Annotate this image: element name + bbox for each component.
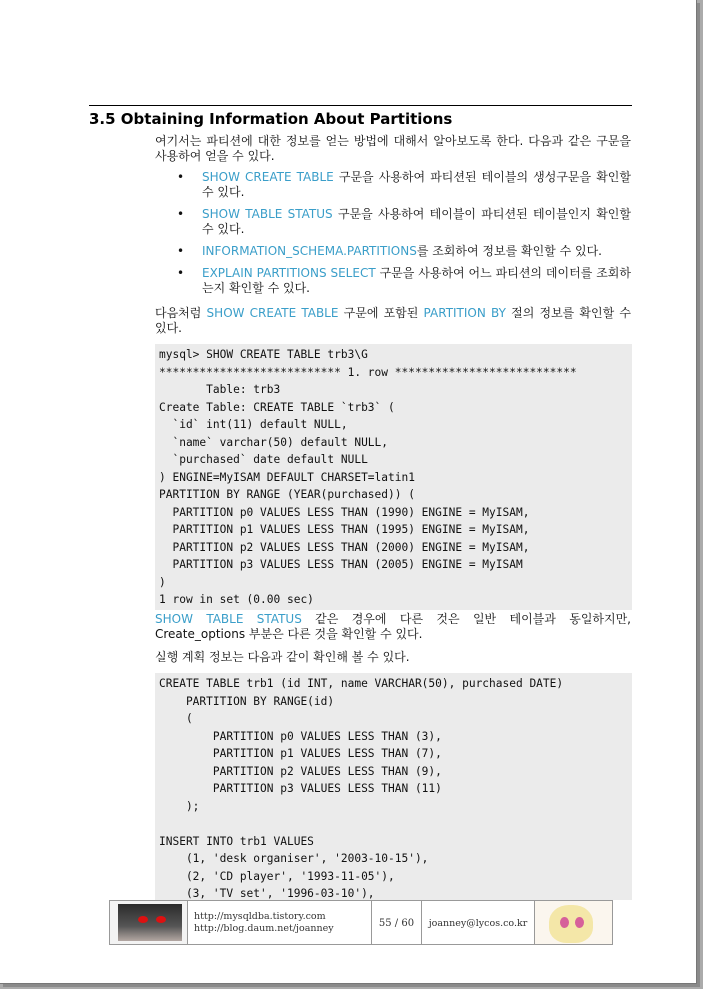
code-line: PARTITION p3 VALUES LESS THAN (2005) ENGINE = MyISAM (159, 558, 523, 571)
code-line: `name` varchar(50) default NULL, (159, 435, 389, 449)
text-run: 절의 정보를 확인할 수 있다. (155, 306, 631, 335)
code-block-show-create (155, 344, 632, 610)
bullet-icon: • (177, 244, 185, 258)
explain-paragraph: 실행 계획 정보는 다음과 같이 확인해 볼 수 있다. (155, 650, 410, 664)
code-block-create-trb1 (155, 673, 632, 900)
partition-info-paragraph (155, 306, 631, 336)
bullet-icon: • (177, 207, 185, 221)
code-line: PARTITION BY RANGE (YEAR(purchased)) ( (159, 488, 415, 501)
list-item-text: 구문을 사용하여 테이블이 파티션된 테이블인지 확인할 수 있다. (202, 207, 631, 236)
code-line: PARTITION BY RANGE(id) (159, 694, 335, 708)
code-line: PARTITION p2 VALUES LESS THAN (9), (159, 764, 442, 778)
list-item (155, 266, 631, 296)
code-line: PARTITION p1 VALUES LESS THAN (1995) ENGINE = MyISAM, (159, 523, 530, 536)
code-line: PARTITION p0 VALUES LESS THAN (1990) ENGINE = MyISAM, (159, 505, 530, 519)
footer-urls (188, 901, 372, 944)
code-line: `id` int(11) default NULL, (159, 418, 348, 431)
list-item-text: 를 조회하여 정보를 확인할 수 있다. (416, 244, 602, 258)
code-line: Table: trb3 (159, 383, 281, 396)
code-line: (3, 'TV set', '1996-03-10'), (159, 887, 375, 900)
code-line: ) (159, 575, 166, 589)
heading-rule (89, 105, 632, 106)
keyword: INFORMATION_SCHEMA.PARTITIONS (202, 244, 417, 258)
bullet-icon: • (177, 170, 185, 184)
keyword: SHOW TABLE STATUS (155, 612, 302, 626)
code-line: `purchased` date default NULL (159, 453, 368, 466)
intro-paragraph: 여기서는 파티션에 대한 정보를 얻는 방법에 대해서 알아보도록 한다. 다음과 같은 구문을 사용하여 얻을 수 있다. (155, 134, 631, 163)
code-line (159, 815, 632, 833)
keyword: SHOW TABLE STATUS (202, 207, 333, 221)
page-number: 55 / 60 (372, 901, 422, 944)
text-run: 다음처럼 (155, 306, 207, 320)
text-run: 구문에 포함된 (338, 306, 424, 320)
author-avatar (110, 901, 188, 944)
list-item (155, 244, 631, 259)
code-line: mysql> SHOW CREATE TABLE trb3\G (159, 348, 368, 361)
section-heading: 3.5 Obtaining Information About Partitions (89, 110, 453, 128)
footer-email[interactable]: joanney@lycos.co.kr (422, 901, 535, 944)
mascot-avatar (535, 901, 612, 944)
list-item (155, 170, 631, 200)
table-status-paragraph (155, 612, 631, 642)
code-line: PARTITION p0 VALUES LESS THAN (3), (159, 729, 442, 743)
code-line: *************************** 1. row *************************** (159, 365, 577, 379)
list-item (155, 207, 631, 237)
page-footer (109, 900, 613, 945)
code-line: ( (159, 712, 193, 725)
keyword: PARTITION BY (423, 306, 506, 320)
keyword: SHOW CREATE TABLE (206, 306, 339, 320)
code-line: PARTITION p2 VALUES LESS THAN (2000) ENGINE = MyISAM, (159, 540, 530, 554)
code-line: ); (159, 799, 200, 813)
footer-url-link[interactable]: http://mysqldba.tistory.com (194, 911, 326, 922)
list-item-text: 구문을 사용하여 어느 파티션의 데이터를 조회하는지 확인할 수 있다. (202, 266, 631, 295)
code-line: PARTITION p3 VALUES LESS THAN (11) (159, 782, 442, 795)
footer-url-link[interactable]: http://blog.daum.net/joanney (194, 923, 334, 934)
bullet-list (155, 170, 631, 303)
code-line: Create Table: CREATE TABLE `trb3` ( (159, 400, 395, 414)
code-line: 1 row in set (0.00 sec) (159, 593, 314, 606)
code-line: (1, 'desk organiser', '2003-10-15'), (159, 852, 429, 865)
list-item-text: 구문을 사용하여 파티션된 테이블의 생성구문을 확인할 수 있다. (202, 170, 631, 199)
code-line: PARTITION p1 VALUES LESS THAN (7), (159, 747, 442, 760)
code-line: INSERT INTO trb1 VALUES (159, 834, 314, 848)
text-run: 같은 경우에 다른 것은 일반 테이블과 동일하지만, Create_options 부분은 다른 것을 확인할 수 있다. (155, 612, 631, 641)
bullet-icon: • (177, 266, 185, 280)
code-line: CREATE TABLE trb1 (id INT, name VARCHAR(50), purchased DATE) (159, 677, 564, 690)
keyword: EXPLAIN PARTITIONS SELECT (202, 266, 376, 280)
code-line: ) ENGINE=MyISAM DEFAULT CHARSET=latin1 (159, 470, 415, 484)
code-line: (2, 'CD player', '1993-11-05'), (159, 869, 395, 883)
keyword: SHOW CREATE TABLE (202, 170, 334, 184)
